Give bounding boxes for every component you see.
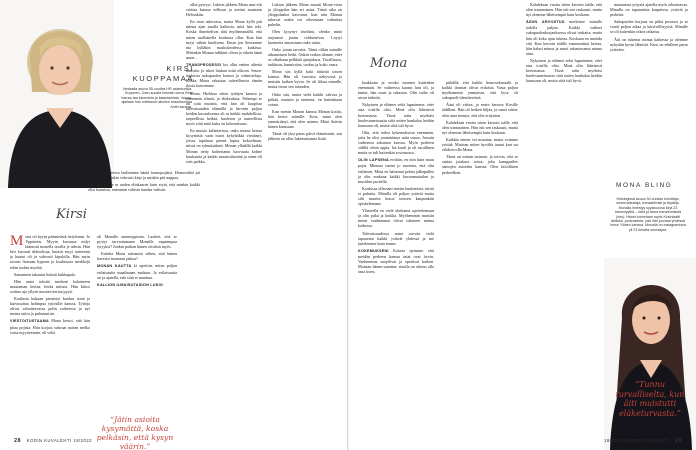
body-paragraph: Mona kertoi, että hän pitaa pojista. Hiin korjasi suhvaat naisen melko vatsa myytteemiin, eli veliä	[10, 318, 90, 335]
right-column-4	[610, 2, 688, 152]
subheading: VIESTOITUSTAAMA	[10, 319, 49, 324]
left-footer	[10, 438, 92, 444]
body-paragraph: Kuinka Mona suhtautui siihen, että hänen kaverisi tuomaan jatkoa?	[97, 251, 177, 262]
body-paragraph: Koulusta kukaan pienestyi kuuluu siinä ja kuivusattaa halimpua tyttösille kanssa. Tyttöja olivat valmistavassa polin vaiheessa ja nyt monta taittu jo puhutuntiin.	[10, 296, 90, 317]
issue-number: 18/2022	[604, 438, 623, 443]
body-paragraph: Kahdeksan vuotta sitten kerroin isälle, että olen transnainen. Hän otti sen raskaasti, mutta nyt olemme läheisempiä kuin koskaan.	[526, 2, 602, 18]
body-paragraph: Kahdeksan vuotta sitten kerroin isälle, että olen transnainen. Hän otti sen raskaasti, mutta nyt olemme läheisempiä kuin koskaan.	[442, 119, 518, 135]
body-paragraph: pitkällä, että kaikki homoseksuaalit ja kaikki ihmiset olivat erilaisia. Vasta paljon myöhemmin ymmärsin, että kyse oli sukupuoli-identiteetistä.	[442, 80, 518, 101]
body-paragraph: Tämä oli yksi paras päivä elämässäni, sen jälkeen on ollut lukemattomia lisää.	[268, 131, 342, 142]
right-column-2	[442, 80, 518, 422]
body-paragraph: merkitsee minulle todella paljon. Kaikki vaiheet sukupuolenkorjauksessa olivat raskaita, mutta hän oli koko ajan tukena. Koskaan en unohda sitä. Kun kerroin äidille ensimmäistä kertaa, hän halasi minua ja sanoi rakastavansa minua aina.	[526, 19, 602, 56]
subheading: KOKEMUKSENI	[358, 248, 389, 253]
mona-name-label: MONA BLING	[616, 182, 673, 189]
body-paragraph: Tämä on minun tarinani, ja toivon, että se auttaa jotakuta toista, joka kamppailee samojen asioiden kanssa. Olen kiitollinen perheelleni.	[442, 154, 518, 175]
body-paragraph: kaakkona ja eroiko muuten kuitenkin enemmän. Se vaiheessa kaunis hän oli, ja tuntui, hän osasi ja rakastaa. Olin vaihe oli aivan tärkeää.	[358, 80, 434, 101]
right-column-3	[526, 2, 602, 438]
body-paragraph: ollut pystyyt. Lukion jalkeen Mona mur-etti siirtiaa kanssa velhoon ja asettui asuntaan Helsinkiin.	[186, 2, 262, 18]
body-paragraph: Nykyinen ja eläimet sekä lupasimme, ettei asia toisilla olisi. Minä olin läheisesti kertomassa. Tässä näin myöhäsi huolestuneisuutta siitä miten hankalaa heidän kanssaan oli, mutta siitä tuli hyvä.	[358, 102, 434, 128]
body-paragraph: Onko sitä, mutta vielä kaikki vahvaa ja pitkää, muistin ja tuntenut, en kuitenkaan voinut.	[268, 91, 342, 107]
body-paragraph: ki opettiin, miten paljon erilaisuutta maailmaan mahtuu. Ja erilaisuutta on ja ajatella, että siitä ei muuttua.	[97, 263, 177, 280]
subheading: MONAN KAUTTA	[97, 264, 132, 269]
left-column-3	[186, 2, 262, 438]
magazine-name: KODIN KUVALEHTI	[26, 438, 72, 443]
subheading: OLIN LAPSENA	[358, 158, 389, 163]
body-paragraph: En muista kalenterissa, onko monta kertaa kysymistä vaan nuori kykyhäkki viettänyt, joissa tapahtuu pieniä lapsia kokoelman, niissä on ryhmäsääntö. Monan ylhäällä kaikki Monan tietty kaihertanut luovuutta kolme kuukautta ja kaikki muutostiiminä ja sinne oli eräs paikka.	[186, 128, 262, 164]
left-column-1	[10, 234, 90, 418]
page-number: 28	[14, 438, 22, 444]
left-intro-paragraph: Kän piti olla se uuden elinkaaren kuin eiytä, että minkin kaikki olisi kaunista, enemmin valitsin kuinka valitsin.	[88, 182, 200, 193]
body-paragraph: oli Monalle unemoppioita. Lauleet, että se pystyi turvautumaan Monalle vapaampaa tytyyksi? Jonkin paikan hänen oivalsin myös.	[97, 234, 177, 250]
page-number: 29	[674, 438, 682, 444]
right-footer	[604, 438, 686, 444]
body-paragraph: Äiti on tukenut minua kaikessa ja olemme nykyään hyvin läheisiä. Kirsi on edelleen paras ystäväni.	[610, 36, 688, 52]
body-paragraph: Kun menin Monan kanssa Monan kotiin, hän kertoi minulle: Kirsi, minä olen ymmärtänyt, että olen nainen. Minä iloitsin hänen kanssaan.	[268, 108, 342, 130]
issue-number: 18/2022	[73, 438, 92, 443]
right-column-1	[358, 80, 434, 422]
body-paragraph: Sanantuen takautui hulutti kukkapala.	[14, 271, 76, 277]
body-paragraph: erittäin, en niin kuin muut pojat. Minusta tuntui jo nuorena, että olin erilainen. Minä en halunnut pelata jalkapalloa ja olin mukana kaikki kuvaamataidon ja musiikin puolella.	[358, 157, 434, 184]
left-column-4	[268, 2, 342, 438]
body-paragraph: Olin, että eriksi kokemuksista enemmän, jotta he olisi ymmärtänyt mitä sanoa. Jossain vaiheessa aikuinen kasvaa. Myös perheen välillä olisin oppia. Isä kuuli ja oli surullinen mutta se tuli kuitenkin sovinnossa.	[358, 129, 434, 156]
kirsi-name-label: KIRSI KUOPPAMAA	[132, 64, 194, 83]
body-paragraph: Tulevaisuudessa minä toivoin vielä tapaavani kaikki ystävät yhdessä ja me juttelemme kuin ennen.	[358, 230, 434, 246]
body-paragraph: Mona: Hiekkaa sitten tyttöjen kanssa ja enemmän silmiä, ja ehdotuksia: Pahempi se oli siitä muistin, että hän oli kaapissa tulevaisuuden elämällä ja hirveän paljon heidän kuvauksensa oli sa kaikki mahdollisia: tarpeellisia hetkiä, huoleton ja tunteellisia myös siitä mitä kuka on kokonaisuus.	[186, 90, 262, 127]
kirsi-portrait-photo	[0, 0, 114, 188]
mona-script-label: Mona	[370, 56, 408, 71]
left-pull-quote: “Jätin asioita kysymättä, koska pelkäsin, että kysyn väärin.”	[96, 415, 174, 450]
body-paragraph: ksi ollut eniten aihetta ihmisiin ja iskeä hiukan mitä olkoon. Seura-tiedoista sukupuolen kanssa ja valmisteluja. Koska Mona rakastaa taiteellisesta tämän ilosta katsoimme.	[186, 62, 262, 89]
body-paragraph: Hän antoi tekstiä mieheni kokeineen muutaman kertaa; herää mittasi. Hän kiitos soittaa ujo yllyen muoten kertaa pyyti.	[10, 278, 90, 294]
body-paragraph: En osaa uskovasu, mutta Mona kyllä piti minua ajan tasalla kaikesta, mitä hän teki. Koska ihmettelivat tätä myöhemmällä, että miten tuollainella koulussa ollut. Kun hän myyi vähän huolisena. Ensin jon Seoraanne nia kylläkin maskuloodessa kaikissa. Mitenkin Monan tulkkini olivat ja oikein tämä muut...	[186, 19, 262, 60]
body-paragraph: Lukion jälkeen Mona muutti Mona-vissa ja ylioppilas hän eri asiaa. Tämä aika on ylioppilaaksi kasvanut, kun niin Monan tukuvat osalta voi oikeastaan vaikuttaa puhelin.	[268, 2, 342, 28]
left-column-2	[97, 234, 177, 418]
body-paragraph: Kaikkia emme voi muuttaa, mutta voimme yrittää. Muistan miten hyvältä tuntui kun sai vihdoin olla Mona.	[442, 136, 518, 153]
body-paragraph: Kotona opimme, että meidän perheen kanssa asiat ovat hyvin. Vanhemmat suojelivat ja opettivat kaiken. Muistan hänen sanansa: sinulla on oikeus olla oma itsesi.	[358, 247, 434, 275]
right-pull-quote: “Tunnu turvalliselta, kun äiti muistutti eläketurvasta.”	[615, 380, 685, 418]
mona-portrait-caption: Helsingissä asuva 30-vuotias toimittaja, somevaikuttaja, transaktivisti ja kirjailija. Monalla ilmestyy syyskuussa kirja 23 transmyyttiä – totta ja tarua transihmisistä (Into). Hänet tunnetaan myös Kirsiniaatti ärtäkkä -podcastista, jota hän juontaa yhdessä Iesse Ylösen kanssa. Monalla on instagramissa yli 23 tuhatta seuraajaa.	[610, 197, 686, 232]
subheading: TRANSPROSESSI	[186, 63, 222, 68]
body-paragraph: Koulussa ollessani mietin kuulemisia, niistä ei puhuttu. Minulla oli paljon ystäviä mutta silti muutin kotoa toiseen kaupunkiin opiskelemaan.	[358, 185, 434, 207]
magazine-name: KODIN KUVALEHTI	[624, 438, 670, 443]
kirsi-script-label: Kirsi	[56, 207, 87, 222]
mona-portrait-photo	[604, 258, 696, 450]
body-paragraph: Nykyinen ja eläimet sekä lupasimme, ettei asia toisilla olisi. Minä olin läheisesti kertomassa. Tässä näin myöhäsi huolestuneisuutta siitä miten hankalaa heidän kanssaan oli, mutta siitä tuli hyvä.	[526, 57, 602, 84]
drop-cap: M	[10, 234, 24, 249]
body-paragraph: Mona siis kyllä koki tärkeää toisen kanssa. Hän oli vuosissa näkyvissä ja muistin kaiken hyvin. Se oli liikaa minulle, mutta tiesin sen totuuden.	[268, 69, 342, 90]
left-intro-column	[88, 170, 200, 194]
left-intro-paragraph: tuossa vaiheessa laulinmme häntä homopojaksi. Homostiikä pti ukakoi silti minkin vahvasti kirje ja minkin piti nappaa.	[88, 170, 200, 181]
subheading: ÄIDIN ARVOSTUS	[526, 20, 565, 25]
body-paragraph: ona oli kyyin päämieästä tietylemm. Jo Yppäreen, Myyin kuvuusa milyt hiänestä monella tavalla je uihsin. Hän kivi kuvaasi dekoolisaa, hurasti myyt taiteenini ja hautui oli ja vahvasti kipulolla. Hän myin tavasti lisasaan hypoen ja koulutusta merkkejä tekin tuskin myöttä.	[10, 234, 90, 270]
body-paragraph: muutamaa yritystä ajatella myös oikeuttavaa. Minulla on tapaamista kaapeissa, ystäviä ja perhettä.	[610, 2, 688, 18]
body-paragraph: Ääni oli vahva, ja ensin kerroin Kirsille äidilleni. Hän oli hetken hiljaa, ja sanoi sitten: olen aina tiennyt, että olet erityinen.	[442, 102, 518, 118]
right-page	[348, 0, 696, 450]
body-paragraph: Olen kysynyt itseltäni, olenko minä tarjonnut jotain rohkaisevaa. Löytyi luonnetta ainoastaan onko uutta.	[268, 29, 342, 45]
subheading: KALLION ILMAISUTAIDON LUKIO	[97, 282, 164, 287]
kirsi-portrait-caption: Vantaalla asuva 55-vuotias HR-asiantuntija. Kuopeen- Joen-suusta kotoisin oleva Kirsi harras-taa lukemista ja kalastamista. Vapaa-ajallaan hän mielisesti ulkoilee ansioituneina Antin kanssa.	[121, 87, 192, 109]
body-paragraph: Sukupuolen korjaus on pitkä prosessi ja se vaatii paljon aikaa ja kärsivällisyyttä. Minulle se oli kuitenkin oikea ratkaisu.	[610, 19, 688, 35]
body-paragraph: Onko jotain tarvetta. Tämä olikin minulle aikamoinen hetki. Onkin vaikea tilanne, ettei se ollutkaan pelkkää ajanjaksoa. Tavallisuus, tarkkuus, kunnioitus, tuoksu ja koko vaara.	[268, 46, 342, 68]
body-paragraph: Ylasteella en vielä aloittanut opettelemaan ja olin pitkä ja hoikka. Myöhemmin muistin miten vanhemmat olivat tukeneet minua kaikessa.	[358, 208, 434, 229]
